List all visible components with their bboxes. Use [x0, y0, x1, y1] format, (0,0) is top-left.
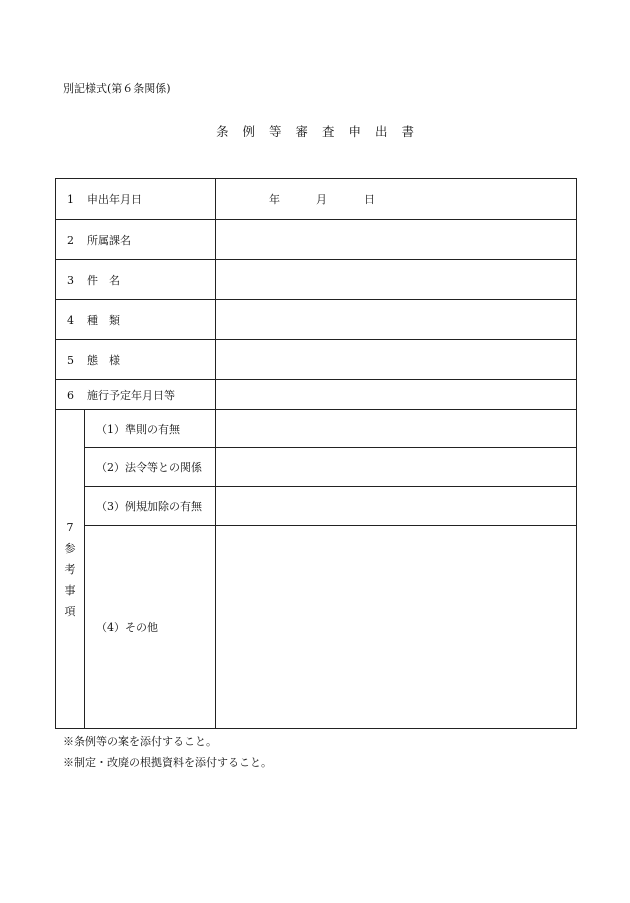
row-label-department: 2 所属課名 [56, 220, 216, 260]
date-input-cell[interactable] [216, 179, 577, 220]
month-unit: 月 [316, 193, 327, 206]
title-char: 出 [375, 124, 388, 139]
year-unit: 年 [269, 193, 280, 206]
reference-item-label: （2）法令等との関係 [85, 448, 216, 487]
reference-item-input-cell[interactable] [216, 526, 577, 729]
reference-num: 7 [66, 520, 74, 534]
row-label-mode: 5 態 様 [56, 340, 216, 380]
table-row [56, 526, 577, 729]
form-title [0, 122, 630, 140]
row-label-date: 1 申出年月日 [56, 179, 216, 220]
reference-item-label: （3）例規加除の有無 [85, 487, 216, 526]
row-label-effective-date: 6 施行予定年月日等 [56, 380, 216, 410]
department-input-cell[interactable] [216, 220, 577, 260]
table-row [56, 300, 577, 340]
notes [63, 731, 272, 773]
title-char: 書 [401, 124, 415, 139]
reference-char: 考 [64, 562, 76, 576]
title-char: 例 [242, 124, 255, 139]
type-input-cell[interactable] [216, 300, 577, 340]
title-char: 申 [348, 124, 362, 139]
reference-item-input-cell[interactable] [216, 410, 577, 448]
effective-date-input-cell[interactable] [216, 380, 577, 410]
title-char: 査 [322, 124, 335, 139]
reference-char: 項 [64, 604, 76, 618]
note-line: ※条例等の案を添付すること。 [63, 735, 217, 748]
table-row [56, 410, 577, 448]
reference-char: 参 [64, 541, 76, 555]
table-row [56, 487, 577, 526]
day-unit: 日 [364, 193, 375, 206]
row-label-type: 4 種 類 [56, 300, 216, 340]
table-row [56, 380, 577, 410]
reference-item-label: （4）その他 [85, 526, 216, 729]
table-row [56, 340, 577, 380]
form-label: 別記様式(第６条関係) [63, 82, 171, 95]
title-char: 等 [268, 124, 282, 139]
mode-input-cell[interactable] [216, 340, 577, 380]
table-row [56, 260, 577, 300]
reference-item-input-cell[interactable] [216, 448, 577, 487]
row-label-subject: 3 件 名 [56, 260, 216, 300]
table-row [56, 448, 577, 487]
note-line: ※制定・改廃の根拠資料を添付すること。 [63, 756, 272, 769]
application-table [55, 178, 577, 729]
reference-char: 事 [64, 583, 76, 597]
subject-input-cell[interactable] [216, 260, 577, 300]
reference-item-input-cell[interactable] [216, 487, 577, 526]
title-char: 条 [215, 124, 229, 139]
table-row [56, 220, 577, 260]
reference-item-label: （1）準則の有無 [85, 410, 216, 448]
title-char: 審 [295, 124, 308, 139]
table-row [56, 179, 577, 220]
reference-heading [56, 410, 85, 729]
